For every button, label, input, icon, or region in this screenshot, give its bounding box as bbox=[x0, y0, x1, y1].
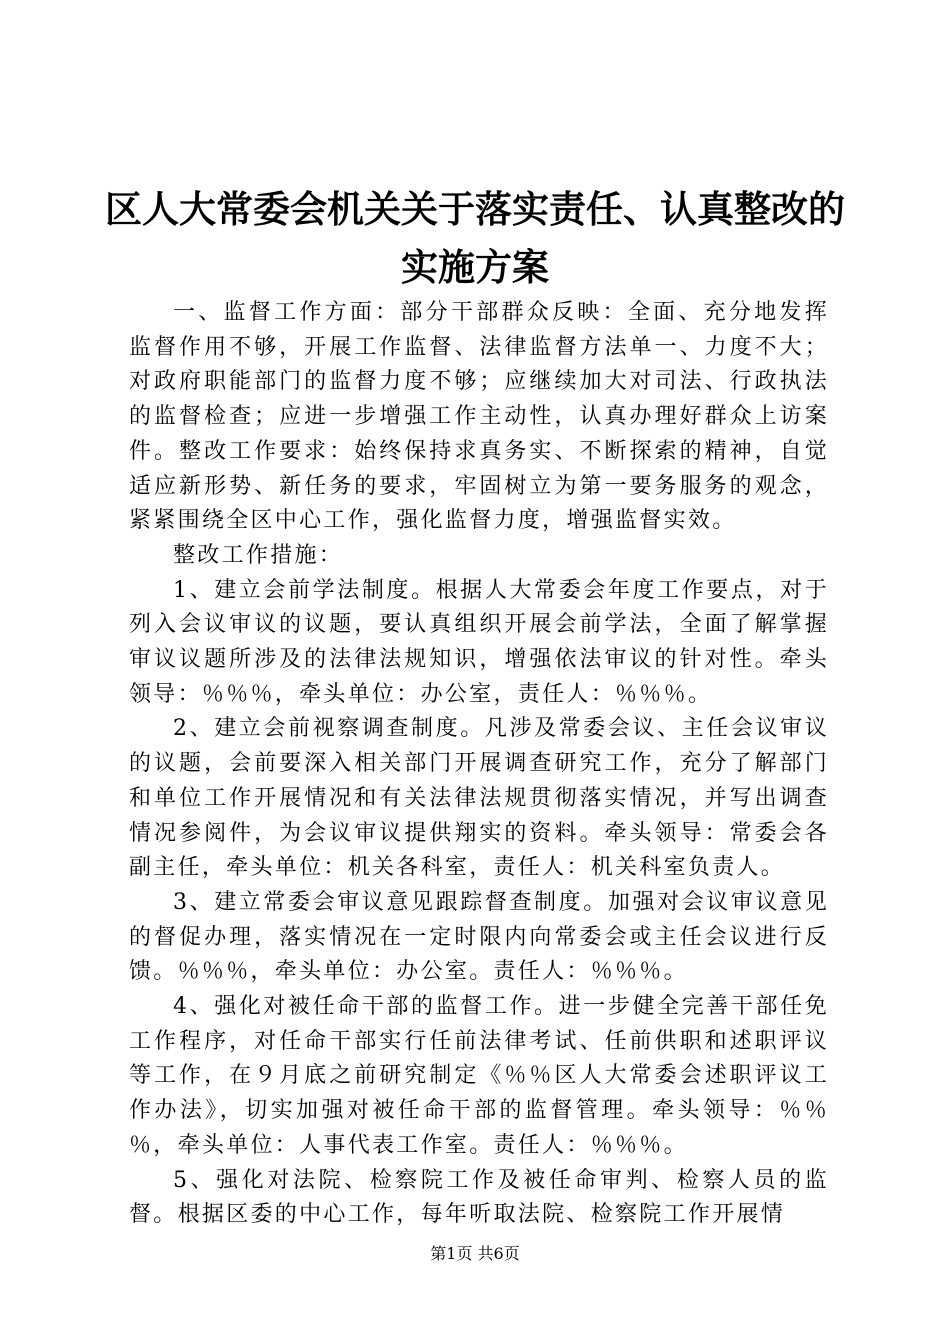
paragraph-measure-3: 3、建立常委会审议意见跟踪督查制度。加强对会议审议意见的督促办理，落实情况在一定时限内向常委会或主任会议进行反馈。％％％，牵头单位：办公室。责任人：％％％。 bbox=[129, 889, 829, 985]
paragraph-measures-heading: 整改工作措施： bbox=[173, 542, 344, 568]
page-footer: 第1页 共6页 bbox=[430, 1244, 520, 1263]
document-title-line-2: 实施方案 bbox=[401, 245, 549, 289]
document-body bbox=[129, 296, 829, 1233]
paragraph-measure-4: 4、强化对被任命干部的监督工作。进一步健全完善干部任免工作程序，对任命干部实行任前法律考试、任前供职和述职评议等工作，在９月底之前研究制定《％％区人大常委会述职评议工作办法》，切实加强对被任命干部的监督管理。牵头领导：％％％，牵头单位：人事代表工作室。责任人：％％％。 bbox=[129, 994, 829, 1158]
document-title-line-1: 区人大常委会机关关于落实责任、认真整改的 bbox=[105, 187, 845, 231]
paragraph-supervision: 一、监督工作方面：部分干部群众反映：全面、充分地发挥监督作用不够，开展工作监督、法律监督方法单一、力度不大；对政府职能部门的监督力度不够；应继续加大对司法、行政执法的监督检查；应进一步增强工作主动性，认真办理好群众上访案件。整改工作要求：始终保持求真务实、不断探索的精神，自觉适应新形势、新任务的要求，牢固树立为第一要务服务的观念，紧紧围绕全区中心工作，强化监督力度，增强监督实效。 bbox=[129, 300, 829, 534]
paragraph-measure-2: 2、建立会前视察调查制度。凡涉及常委会议、主任会议审议的议题，会前要深入相关部门开展调查研究工作，充分了解部门和单位工作开展情况和有关法律法规贯彻落实情况，并写出调查情况参阅件，为会议审议提供翔实的资料。牵头领导：常委会各副主任，牵头单位：机关各科室，责任人：机关科室负责人。 bbox=[129, 716, 829, 881]
paragraph-measure-1: 1、建立会前学法制度。根据人大常委会年度工作要点，对于列入会议审议的议题，要认真组织开展会前学法，全面了解掌握审议议题所涉及的法律法规知识，增强依法审议的针对性。牵头领导：％％％，牵头单位：办公室，责任人：％％％。 bbox=[129, 577, 829, 707]
paragraph-measure-5: 5、强化对法院、检察院工作及被任命审判、检察人员的监督。根据区委的中心工作，每年听取法院、检察院工作开展情 bbox=[129, 1167, 829, 1228]
